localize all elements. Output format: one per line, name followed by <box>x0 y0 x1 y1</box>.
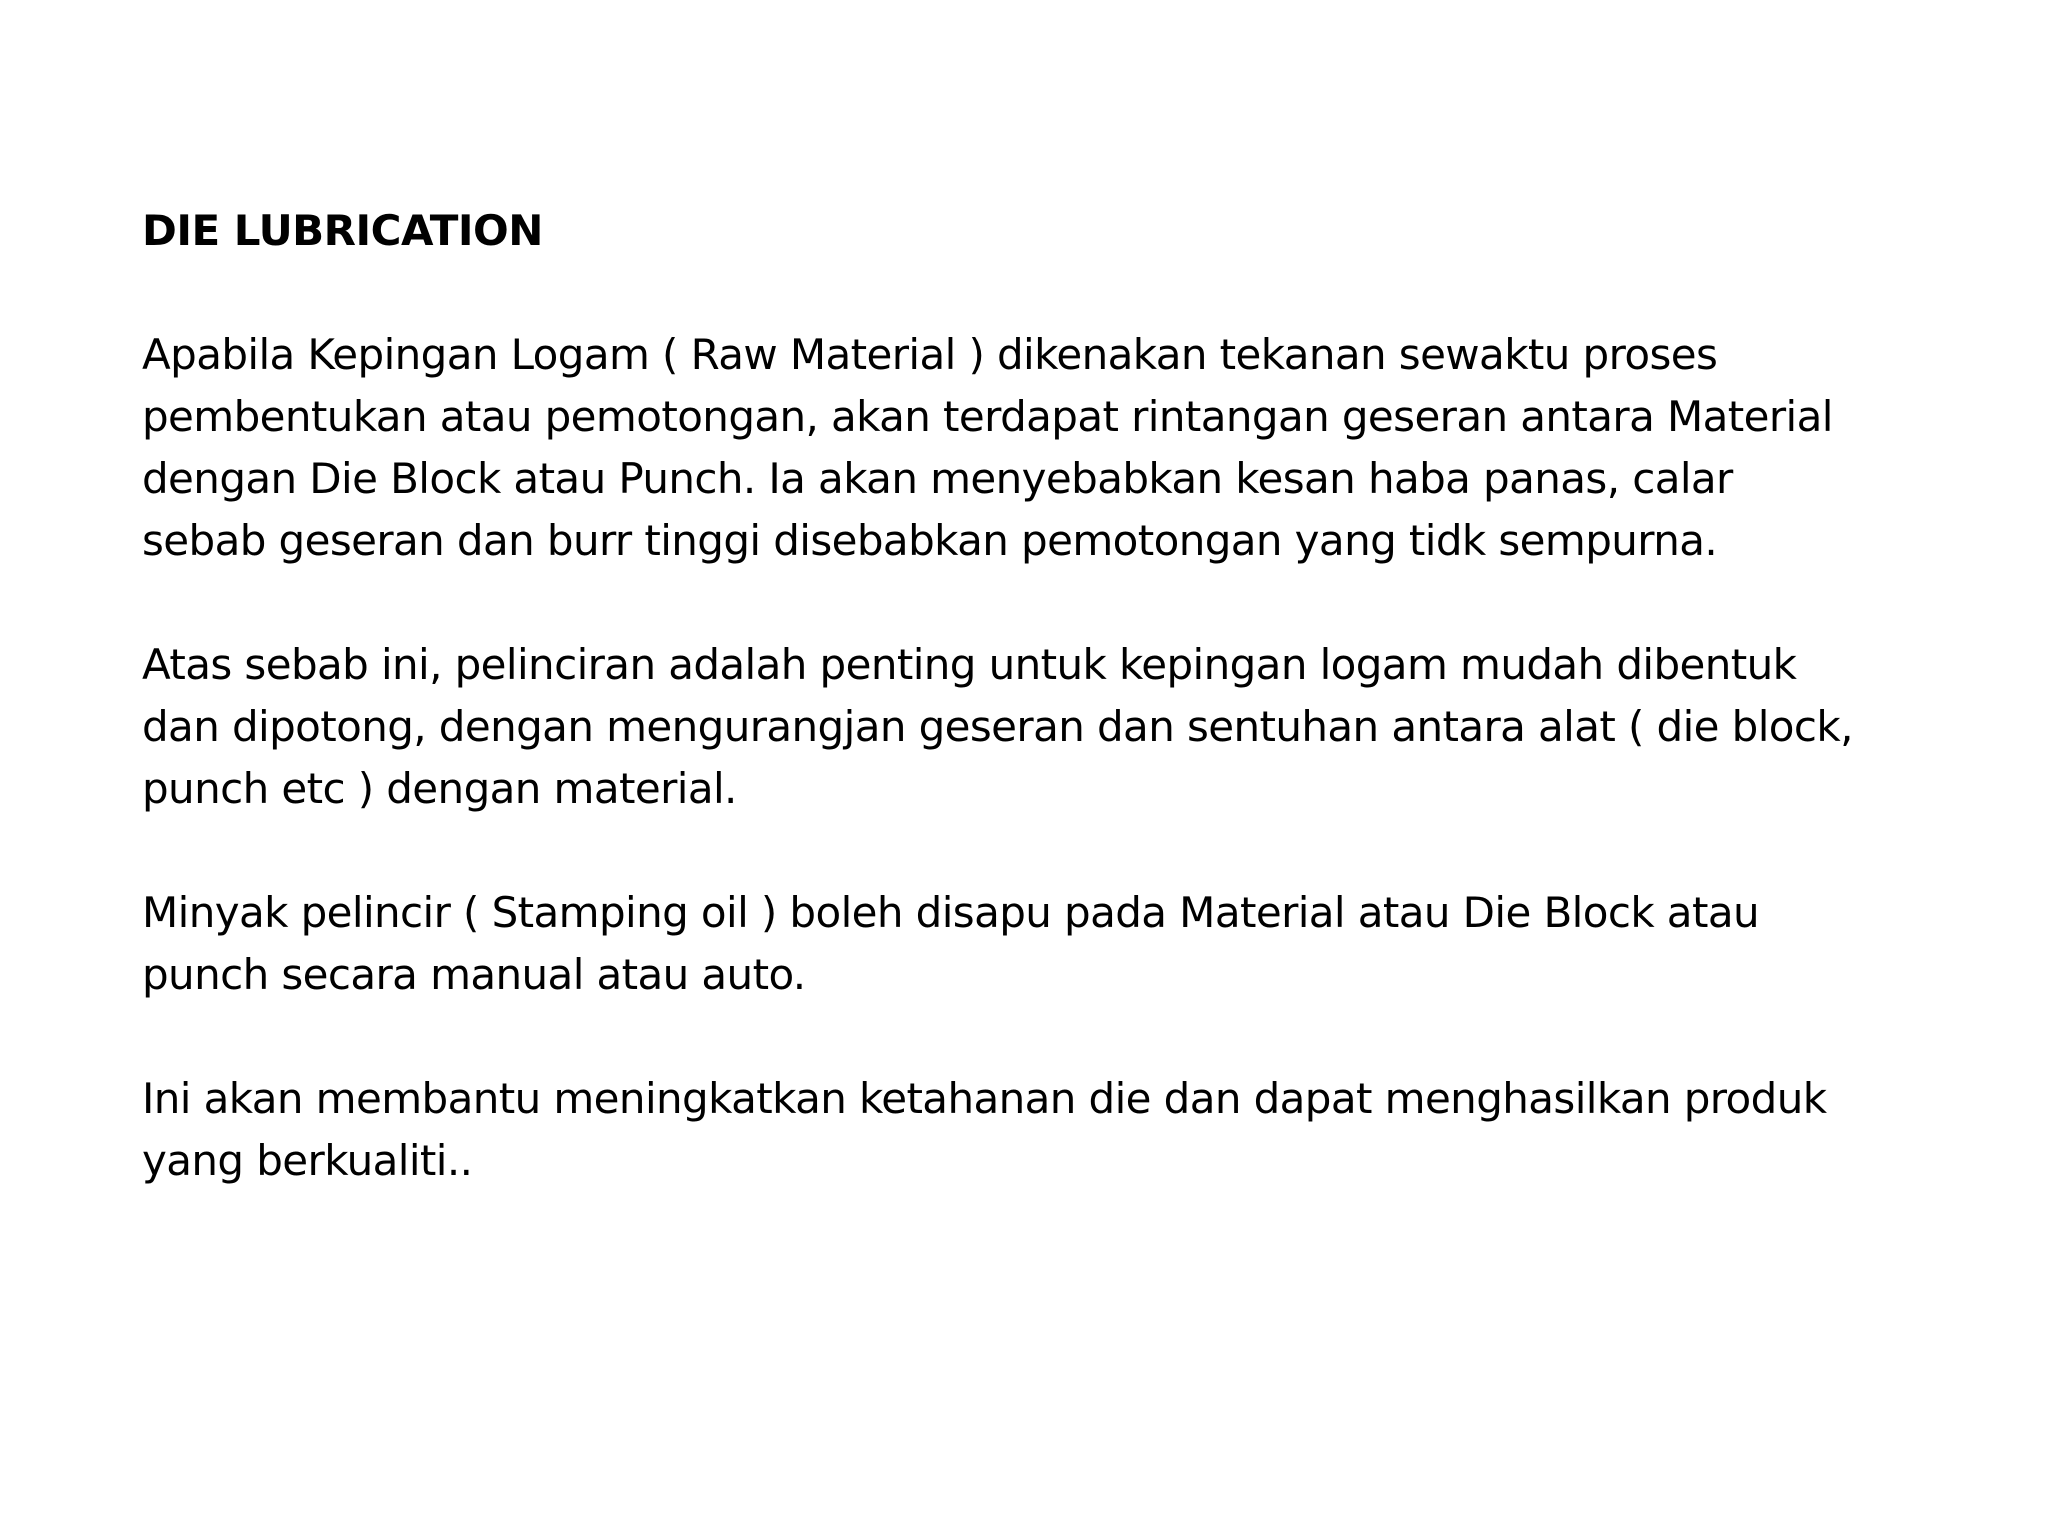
paragraph-line: punch secara manual atau auto. <box>142 950 806 999</box>
paragraph-4 <box>142 1068 1962 1192</box>
paragraph-3 <box>142 882 1962 1006</box>
slide-title: DIE LUBRICATION <box>142 206 543 255</box>
paragraph-line: sebab geseran dan burr tinggi disebabkan pemotongan yang tidk sempurna. <box>142 516 1718 565</box>
paragraph-line: punch etc ) dengan material. <box>142 764 737 813</box>
paragraph-line: Ini akan membantu meningkatkan ketahanan die dan dapat menghasilkan produk <box>142 1074 1827 1123</box>
paragraph-line: yang berkualiti.. <box>142 1136 473 1185</box>
paragraph-line: Minyak pelincir ( Stamping oil ) boleh disapu pada Material atau Die Block atau <box>142 888 1759 937</box>
paragraph-line: Apabila Kepingan Logam ( Raw Material ) dikenakan tekanan sewaktu proses <box>142 330 1718 379</box>
paragraph-line: Atas sebab ini, pelinciran adalah penting untuk kepingan logam mudah dibentuk <box>142 640 1797 689</box>
slide-content <box>142 200 1962 1254</box>
paragraph-line: pembentukan atau pemotongan, akan terdapat rintangan geseran antara Material <box>142 392 1833 441</box>
paragraph-1 <box>142 324 1962 572</box>
paragraph-line: dan dipotong, dengan mengurangjan geseran dan sentuhan antara alat ( die block, <box>142 702 1853 751</box>
paragraph-2 <box>142 634 1962 820</box>
paragraph-line: dengan Die Block atau Punch. Ia akan menyebabkan kesan haba panas, calar <box>142 454 1733 503</box>
